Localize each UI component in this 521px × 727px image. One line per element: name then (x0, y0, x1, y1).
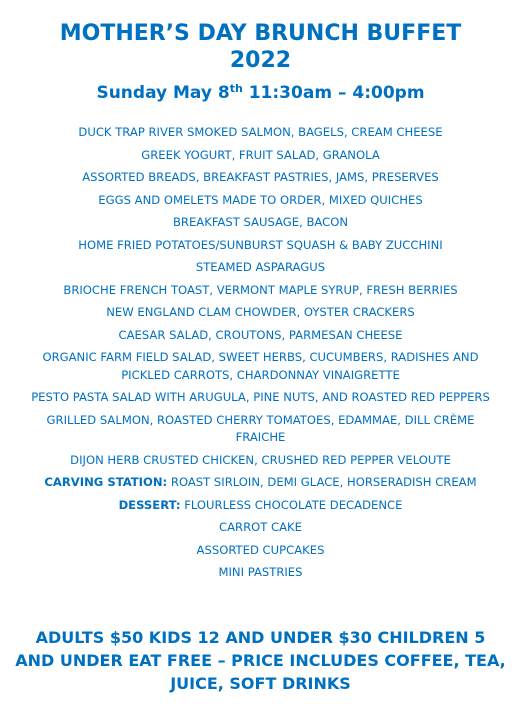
menu-item: ORGANIC FARM FIELD SALAD, SWEET HERBS, CUCUMBERS, RADISHES AND PICKLED CARROTS, CHARDONNAY VINAIGRETTE (42, 350, 479, 382)
menu-item: BREAKFAST SAUSAGE, BACON (172, 215, 349, 229)
dessert-label: DESSERT: (118, 497, 181, 512)
event-date-ordinal: th (229, 82, 243, 95)
dessert-first-item: FLOURLESS CHOCOLATE DECADENCE (180, 497, 403, 512)
dessert-item: CARROT CAKE (219, 520, 302, 534)
menu-item: GRILLED SALMON, ROASTED CHERRY TOMATOES, EDAMMAE, DILL CRÈME FRAICHE (46, 412, 475, 444)
dessert-item: ASSORTED CUPCAKES (196, 542, 325, 557)
page-title (0, 20, 521, 74)
carving-station-label: CARVING STATION: (44, 475, 168, 489)
menu-item: BRIOCHE FRENCH TOAST, VERMONT MAPLE SYRUP, FRESH BERRIES (63, 282, 458, 297)
menu-item: NEW ENGLAND CLAM CHOWDER, OYSTER CRACKERS (106, 305, 415, 319)
menu-item: DIJON HERB CRUSTED CHICKEN, CRUSHED RED PEPPER VELOUTE (70, 452, 451, 467)
menu-item: EGGS AND OMELETS MADE TO ORDER, MIXED QUICHES (98, 192, 423, 207)
title-year: 2022 (229, 48, 292, 73)
menu-item: GREEK YOGURT, FRUIT SALAD, GRANOLA (141, 147, 380, 162)
menu-item: CAESAR SALAD, CROUTONS, PARMESAN CHEESE (118, 327, 403, 342)
event-time: 11:30am – 4:00pm (242, 83, 425, 103)
dessert-item: MINI PASTRIES (218, 565, 303, 579)
menu-item: ASSORTED BREADS, BREAKFAST PASTRIES, JAMS, PRESERVES (82, 170, 439, 184)
menu-item: PESTO PASTA SALAD WITH ARUGULA, PINE NUTS, AND ROASTED RED PEPPERS (31, 390, 490, 404)
pricing-info: ADULTS $50 KIDS 12 AND UNDER $30 CHILDREN 5 AND UNDER EAT FREE – PRICE INCLUDES COFFEE, TEA, JUICE, SOFT DRINKS (15, 628, 506, 693)
menu-list (22, 124, 499, 587)
carving-station (22, 474, 499, 492)
menu-item: DUCK TRAP RIVER SMOKED SALMON, BAGELS, CREAM CHEESE (78, 125, 443, 139)
menu-item: HOME FRIED POTATOES/SUNBURST SQUASH & BABY ZUCCHINI (78, 237, 443, 252)
dessert (22, 497, 499, 515)
event-date (0, 82, 521, 104)
menu-item: STEAMED ASPARAGUS (195, 260, 326, 274)
event-date-prefix: Sunday May 8 (96, 83, 230, 103)
title-line-1: MOTHER’S DAY BRUNCH BUFFET (59, 21, 462, 46)
carving-station-items: ROAST SIRLOIN, DEMI GLACE, HORSERADISH CREAM (167, 475, 477, 489)
